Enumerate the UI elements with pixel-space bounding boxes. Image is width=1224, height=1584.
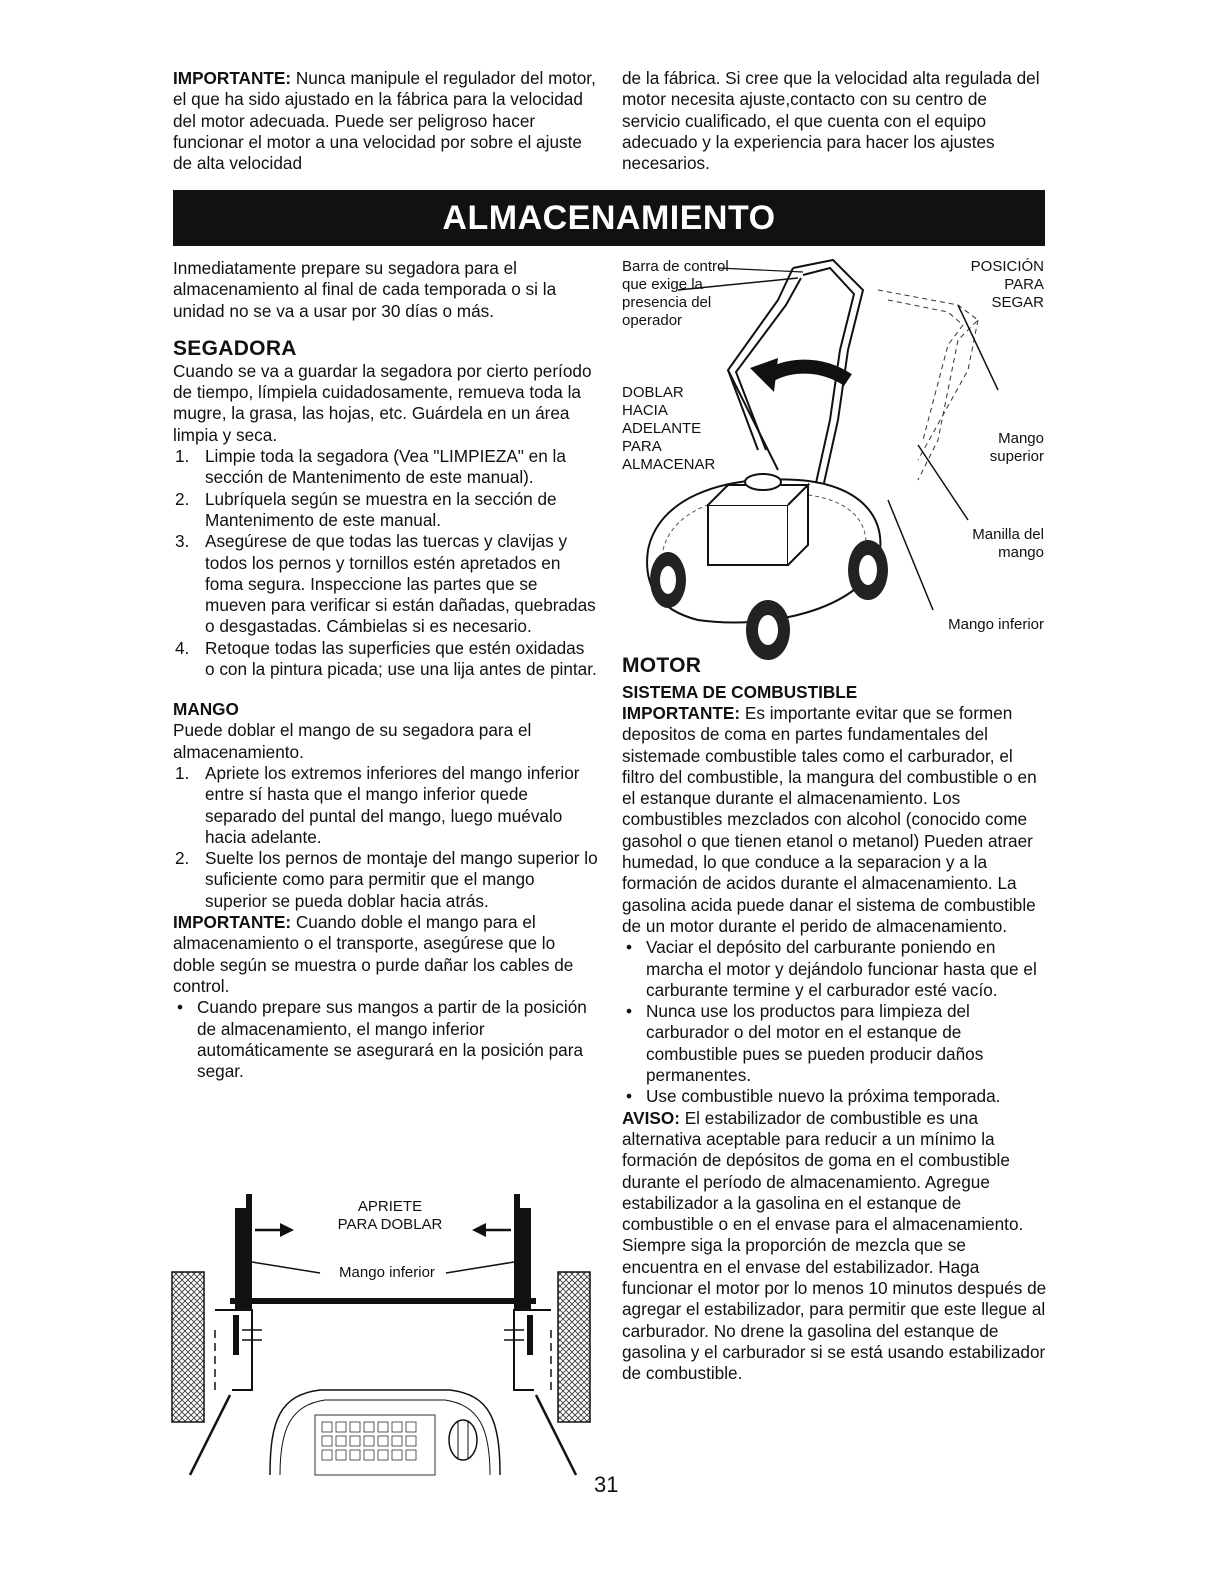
list-item: 1. Limpie toda la segadora (Vea "LIMPIEZA" en la sección de Mantenimento de este manual). [175, 446, 566, 488]
motor-important: IMPORTANTE: Es importante evitar que se formen depositos de coma en partes fundamentales del sistemade combustible tales como el carburador, el filtro del combustible, la mangura del combustible o en el estanque durante el almacenamiento. Los combustibles mezclados con alcohol (conocido come gasohol o que tienen etanol o metanol) Pueden atraer humedad, lo que conduce a la separacion y a la formación de acidos durante el almacenamiento. La gasolina acida puede danar el sistema de combustible de un motor durante el perido de almacenamiento. [622, 703, 1037, 936]
intro-text: Inmediatamente prepare su segadora para el almacenamiento al final de cada temporada o si la unidad no se va a usar por 30 días o más. [173, 258, 557, 321]
page-number: 31 [594, 1472, 619, 1497]
mango-important: IMPORTANTE: Cuando doble el mango para el almacenamiento o el transporte, asegúrese que lo doble según se muestra o purde dañar los cables de control. [173, 912, 574, 996]
fig-label-mango-inferior: Mango inferior [339, 1264, 435, 1281]
motor-heading: MOTOR [622, 654, 702, 677]
top-right-paragraph [622, 68, 1047, 174]
handle-fold-illustration [170, 1190, 600, 1480]
fig-label-superior-1: Mango [998, 430, 1044, 447]
right-handle-bar [514, 1208, 531, 1310]
list-item: 1. Apriete los extremos inferiores del mango inferior entre sí hasta que el mango inferior quede separado del puntal del mango, luego muévalo hacia adelante. [175, 762, 580, 847]
fig-label-posicion-2: PARA [1004, 276, 1044, 293]
combustible-subheading: SISTEMA DE COMBUSTIBLE [622, 682, 858, 702]
right-wheel [558, 1272, 590, 1422]
fig-label-doblar-5: ALMACENAR [622, 456, 716, 473]
fig-label-doblar-4: PARA [622, 438, 662, 455]
fig-label-mango-inferior-2: Mango inferior [948, 616, 1044, 633]
fig-label-apriete: APRIETE [357, 1198, 423, 1215]
fig-label-barra-1: Barra de control [622, 258, 729, 275]
fig-label-doblar-1: DOBLAR [622, 384, 684, 401]
list-item: 4. Retoque todas las superficies que estén oxidadas o con la pintura picada; use una lija antes de pintar. [175, 637, 597, 680]
list-item: • Nunca use los productos para limpieza del carburador o del motor en el estanque de combustible pues se pueden producir daños permanentes. [626, 1001, 984, 1086]
fold-arrow [766, 367, 848, 380]
top-left-text: Nunca manipule el regulador del motor, el que ha sido ajustado en la fábrica para la velocidad del motor adecuada. Puede ser peligroso hacer funcionar el motor a una velocidad por sobre el ajuste de alta velocidad [173, 68, 596, 174]
list-item: • Cuando prepare sus mangos a partir de la posición de almacenamiento, el mango inferior automáticamente se asegurará en la posición para segar. [177, 997, 587, 1082]
segadora-text: Cuando se va a guardar la segadora por cierto período de tiempo, límpiela cuidadosamente, remueva toda la mugre, la grasa, las hojas, etc. Guárdela en un área limpia y seca. [173, 360, 592, 445]
fig-label-manilla-1: Manilla del [972, 526, 1044, 543]
list-item: • Vaciar el depósito del carburante poniendo en marcha el motor y dejándolo funcionar hasta que el carburante termine y el carburador esté vacío. [626, 937, 1037, 1000]
mango-list [173, 763, 598, 912]
aviso-paragraph: AVISO: El estabilizador de combustible es una alternativa aceptable para reducir a un mínimo la formación de depósitos de goma en el combustible durante el período de almacenamiento. Agregue estabilizador a la gasolina en el estanque de combustible o en el envase para el almacenamiento. Siempre siga la proporción de mezcla que se encuentra en el envase del estabilizador. Haga funcionar el motor por lo menos 10 minutos después de agregar el estabilizador, para permitir que este llegue al carburador. No drene la gasolina del estanque de gasolina y el carburador si se está usando estabilizador de combustible. [622, 1107, 1047, 1384]
motor-bullets [622, 937, 1047, 1107]
fig-label-doblar-3: ADELANTE [622, 420, 702, 437]
fig-label-doblar-2: HACIA [622, 402, 668, 419]
section-banner: ALMACENAMIENTO [173, 190, 1045, 246]
important-label: IMPORTANTE: [173, 68, 292, 88]
crossbar [230, 1298, 536, 1304]
fig-label-posicion-3: SEGAR [991, 294, 1044, 311]
fig-label-manilla-2: mango [998, 544, 1044, 561]
segadora-list [173, 446, 598, 680]
mango-bullets [173, 997, 598, 1082]
mango-text: Puede doblar el mango de su segadora para el almacenamiento. [173, 720, 532, 762]
segadora-heading: SEGADORA [173, 336, 297, 360]
fig-label-superior-2: superior [989, 448, 1044, 465]
left-handle-bar [235, 1208, 252, 1310]
fig-label-barra-4: operador [622, 312, 683, 329]
fig-label-posicion-1: POSICIÓN [970, 258, 1044, 275]
right-column [622, 654, 1047, 1385]
fig-label-barra-3: presencia del [622, 294, 712, 311]
list-item: 2. Suelte los pernos de montaje del mango superior lo suficiente como para permitir que el mango superior se pueda doblar hacia atrás. [175, 848, 598, 911]
list-item: 3. Asegúrese de que todas las tuercas y clavijas y todos los pernos y tornillos estén apretados en foma segura. Inspeccione las partes que se mueven para verificar si están dañadas, quebradas o desgastadas. Cámbielas si es necesario. [175, 531, 596, 637]
engine-outline [270, 1390, 500, 1475]
list-item: • Use combustible nuevo la próxima temporada. [626, 1086, 1001, 1107]
engine [708, 505, 788, 565]
top-right-text: de la fábrica. Si cree que la velocidad alta regulada del motor necesita ajuste,contacto con su centro de servicio cualificado, el que cuenta con el equipo adecuado y la experiencia para hacer los ajustes necesarios. [622, 68, 1040, 174]
top-left-paragraph [173, 68, 598, 174]
mango-heading: MANGO [173, 699, 239, 720]
list-item: 2. Lubríquela según se muestra en la sección de Mantenimento de este manual. [175, 488, 557, 530]
fig-label-barra-2: que exige la [622, 276, 703, 293]
left-wheel [172, 1272, 204, 1422]
fig-label-para-doblar: PARA DOBLAR [337, 1216, 443, 1233]
left-column [173, 258, 598, 1082]
